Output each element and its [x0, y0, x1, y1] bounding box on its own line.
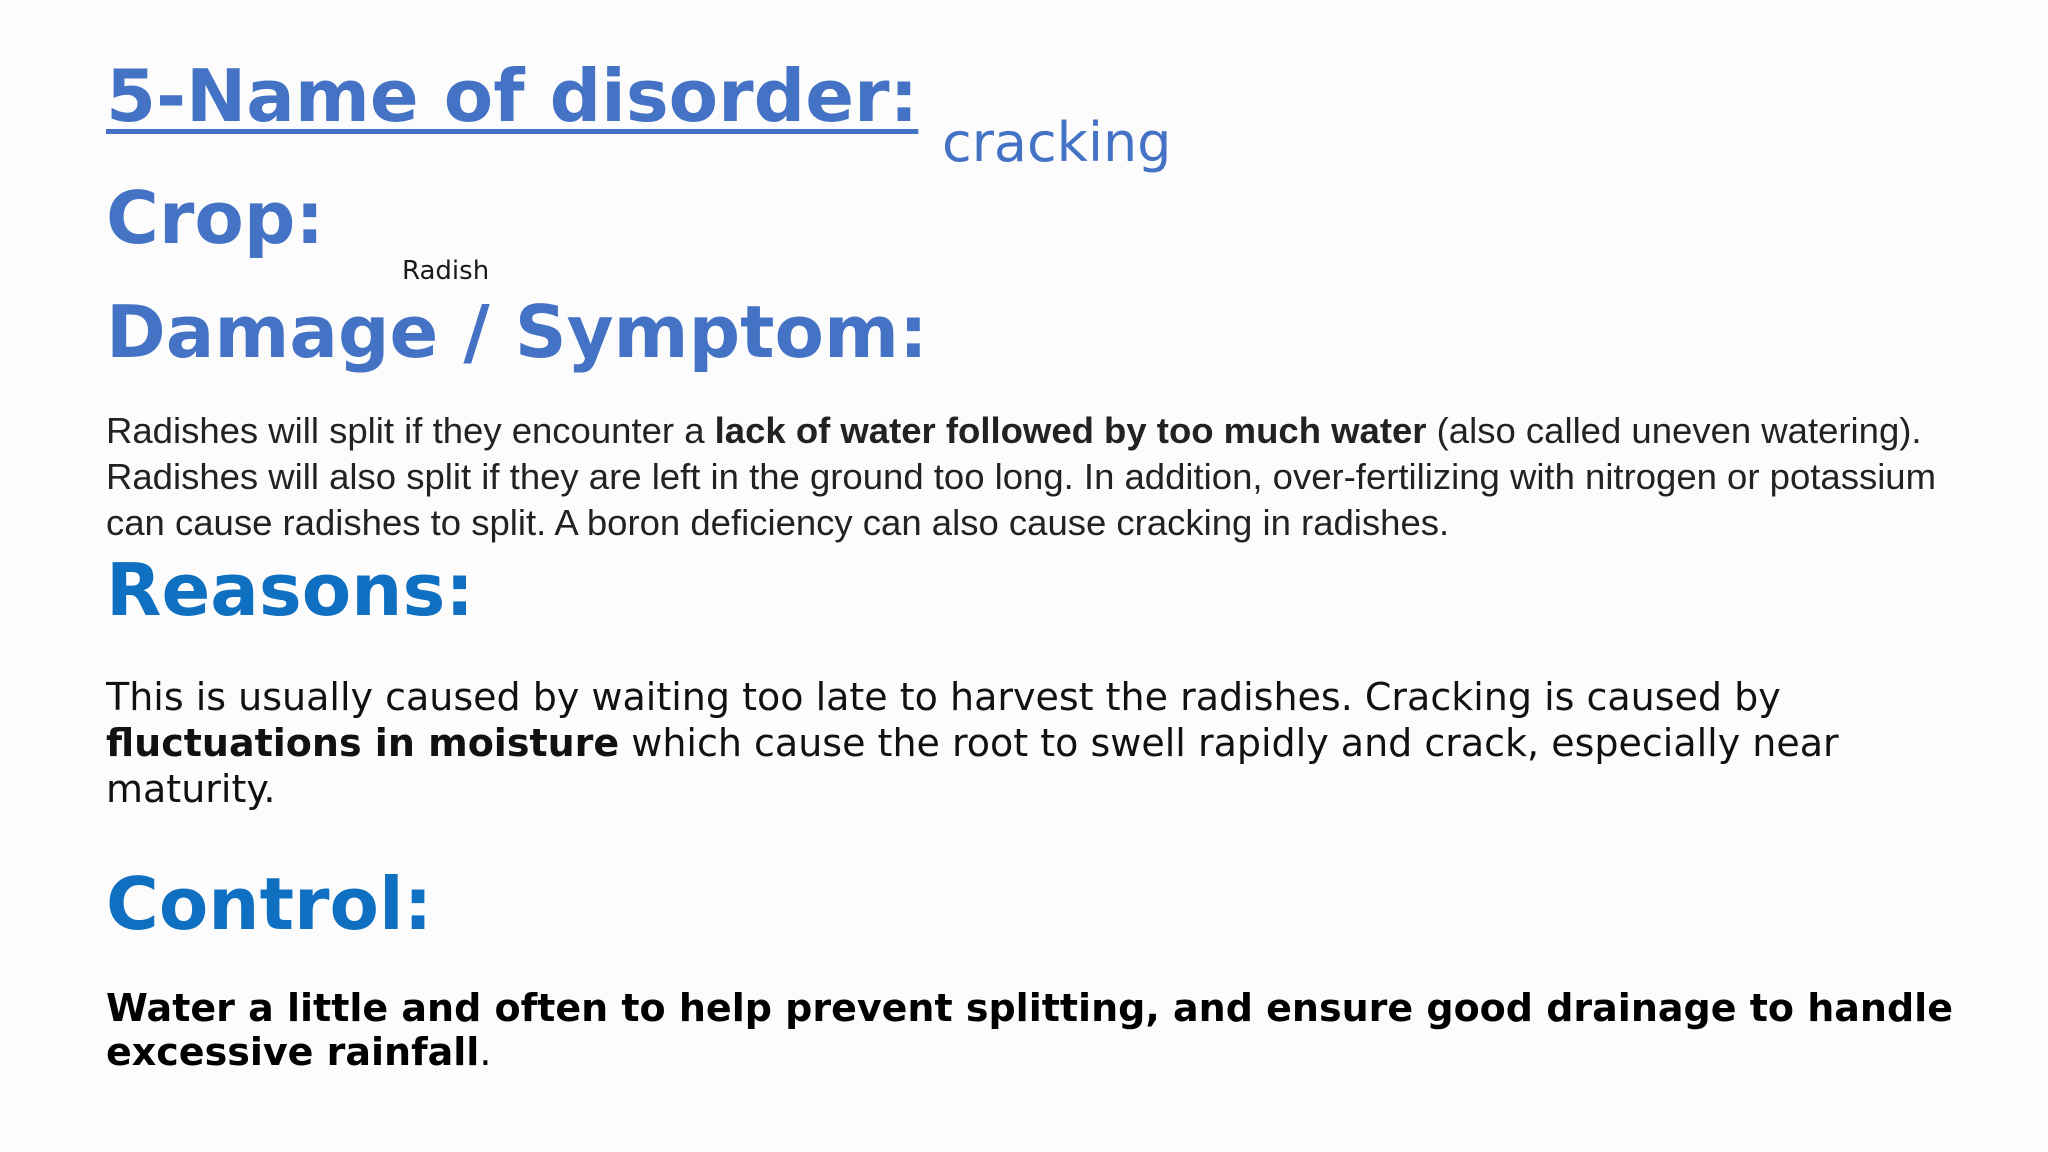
control-text-end: .: [479, 1030, 492, 1074]
control-text: [106, 986, 2006, 1074]
control-heading: Control:: [106, 862, 433, 946]
damage-text-emphasis: lack of water followed by too much water: [714, 410, 1427, 451]
reasons-heading: Reasons:: [106, 548, 475, 632]
control-text-emphasis: Water a little and often to help prevent splitting, and ensure good drainage to handle excessive rainfall: [106, 986, 1953, 1074]
disorder-title: 5-Name of disorder:: [106, 54, 919, 138]
reasons-text-part-2: which cause the root to swell rapidly and crack, especially near maturity.: [106, 721, 1839, 811]
damage-symptom-text: [106, 408, 1966, 546]
damage-text-part-2: (also called uneven watering). Radishes will also split if they are left in the ground too long. In addition, over-fertilizing with nitrogen or potassium can cause radishes to split. A boron deficiency can also cause cracking in radishes.: [106, 410, 1937, 543]
crop-heading: Crop:: [106, 176, 325, 260]
disorder-name-value: cracking: [942, 111, 1172, 174]
reasons-text: [106, 674, 1966, 812]
crop-value: Radish: [402, 256, 490, 286]
damage-text-part-1: Radishes will split if they encounter a: [106, 410, 715, 451]
reasons-text-emphasis: fluctuations in moisture: [106, 721, 620, 765]
reasons-text-part-1: This is usually caused by waiting too late to harvest the radishes. Cracking is caused by: [106, 675, 1781, 719]
damage-symptom-heading: Damage / Symptom:: [106, 290, 928, 374]
